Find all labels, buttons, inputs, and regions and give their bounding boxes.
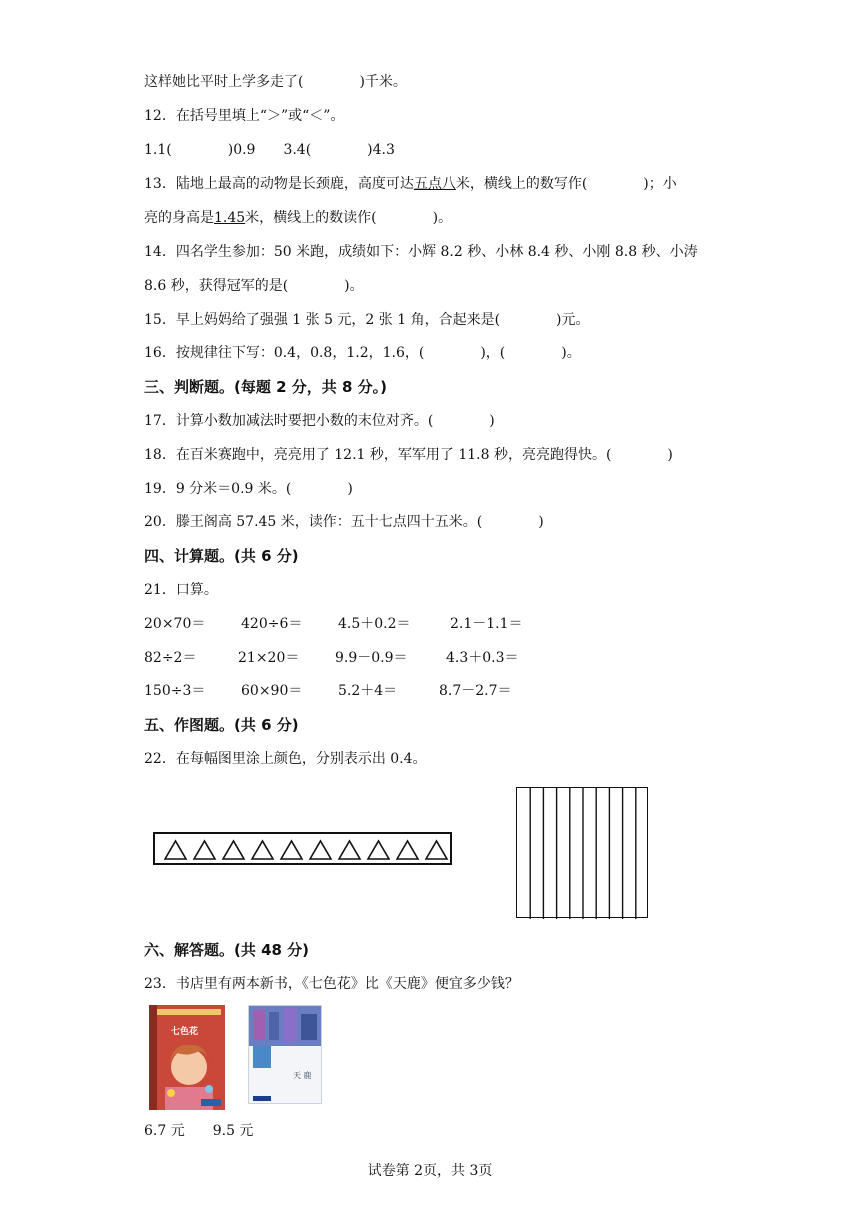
calc-item: 21×20＝	[238, 650, 300, 666]
bar-strip-figure[interactable]	[516, 787, 648, 918]
q13-text-a2: 米，横线上的数写作( )；小	[455, 176, 677, 192]
calc-item: 420÷6＝	[241, 616, 303, 632]
book1-title: 七色花	[171, 1027, 199, 1037]
q22-text: 22．在每幅图里涂上颜色，分别表示出 0.4。	[144, 751, 427, 767]
triangle-shape[interactable]	[194, 841, 215, 859]
triangle-shape[interactable]	[223, 841, 244, 859]
book-prices: 6.7 元 9.5 元	[144, 1123, 254, 1139]
calc-item: 150÷3＝	[144, 683, 206, 699]
triangle-shape[interactable]	[310, 841, 331, 859]
calc-item: 4.5＋0.2＝	[338, 616, 411, 632]
q13-text-a1: 13．陆地上最高的动物是长颈鹿，高度可达	[144, 176, 414, 192]
section-6-heading: 六、解答题。(共 48 分)	[144, 941, 310, 959]
calc-item: 9.9－0.9＝	[335, 650, 408, 666]
calc-item: 20×70＝	[144, 616, 206, 632]
calc-item: 5.2＋4＝	[338, 683, 398, 699]
q16-text: 16．按规律往下写：0.4，0.8，1.2，1.6，( )，( )。	[144, 345, 581, 361]
book-cover-qisehua	[149, 1005, 225, 1110]
q13-text-b1: 亮的身高是	[144, 210, 214, 226]
section-3-heading: 三、判断题。(每题 2 分，共 8 分。)	[144, 378, 387, 396]
triangle-strip-svg	[155, 834, 454, 867]
q13-underlined-a: 五点八	[413, 176, 456, 192]
q13-text-b2: 米，横线上的数读作( )。	[245, 210, 453, 226]
bar-strip-svg	[517, 788, 649, 919]
triangle-shape[interactable]	[397, 841, 418, 859]
q13-line1	[144, 174, 677, 194]
book-cover-tianlu	[248, 1005, 322, 1104]
triangle-shape[interactable]	[368, 841, 389, 859]
page-footer: 试卷第 2页，共 3页	[367, 1163, 493, 1179]
calc-item: 60×90＝	[241, 683, 303, 699]
calc-item: 82÷2＝	[144, 650, 197, 666]
q14-line2: 8.6 秒，获得冠军的是( )。	[144, 278, 364, 294]
q15-text: 15．早上妈妈给了强强 1 张 5 元，2 张 1 角，合起来是( )元。	[144, 312, 590, 328]
q21-text: 21．口算。	[144, 582, 218, 598]
q11-continuation: 这样她比平时上学多走了( )千米。	[144, 74, 407, 90]
triangle-shape[interactable]	[252, 841, 273, 859]
q20-text: 20．滕王阁高 57.45 米，读作：五十七点四十五米。( )	[144, 514, 544, 530]
section-4-heading: 四、计算题。(共 6 分)	[144, 547, 299, 565]
q14-line1: 14．四名学生参加：50 米跑，成绩如下：小辉 8.2 秒、小林 8.4 秒、小刚 8.8 秒、小涛	[144, 244, 698, 260]
calc-item: 8.7－2.7＝	[439, 683, 512, 699]
triangle-shape[interactable]	[281, 841, 302, 859]
q19-text: 19．9 分米＝0.9 米。( )	[144, 481, 353, 497]
triangle-shape[interactable]	[339, 841, 360, 859]
q23-text: 23．书店里有两本新书，《七色花》比《天鹿》便宜多少钱？	[144, 976, 519, 992]
triangle-shape[interactable]	[426, 841, 447, 859]
q17-text: 17．计算小数加减法时要把小数的末位对齐。( )	[144, 413, 495, 429]
triangle-strip-figure[interactable]	[153, 832, 452, 865]
book2-title: 天 鹿	[293, 1071, 312, 1080]
q13-line2	[144, 208, 452, 228]
calc-item: 2.1－1.1＝	[450, 616, 523, 632]
q12-text: 12．在括号里填上“＞”或“＜”。	[144, 108, 345, 124]
q12-items: 1.1( )0.9 3.4( )4.3	[144, 142, 395, 158]
section-5-heading: 五、作图题。(共 6 分)	[144, 716, 299, 734]
book-cover-qisehua-art	[149, 1005, 225, 1110]
book-cover-tianlu-art	[249, 1006, 322, 1104]
q18-text: 18．在百米赛跑中，亮亮用了 12.1 秒，军军用了 11.8 秒，亮亮跑得快。( )	[144, 447, 673, 463]
triangle-shape[interactable]	[165, 841, 186, 859]
calc-item: 4.3＋0.3＝	[446, 650, 519, 666]
q13-underlined-b: 1.45	[214, 210, 246, 226]
